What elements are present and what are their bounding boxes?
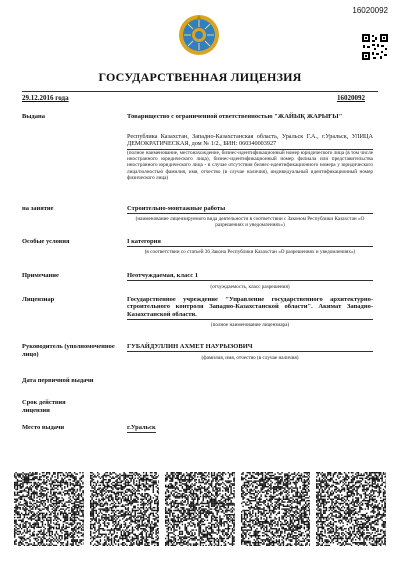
head-label: Руководитель (уполномоченное лицо) (22, 343, 115, 358)
barcode-icon (14, 472, 84, 546)
security-barcodes (14, 472, 386, 546)
issued-hint: (полное наименование, местонахождение, бизнес-идентификационный номер юридического лица (в том числе иностранного юридического лица), бизнес-идентификационный номер филиала или представительства иностранного юридического лица - в случае отсутствия бизнес-идентификационного номера у юридического лица/полностью фамилия, имя, отчество (в случае наличия), индивидуальный идентификационный номер физического лица) (127, 150, 373, 181)
validity-label: Срок действия лицензии (22, 399, 66, 414)
issued-label: Выдана (22, 113, 45, 120)
issued-company: Товарищество с ограниченной ответственностью "ЖАЙЫҚ ЖАРЫҒЫ" (127, 113, 343, 120)
head-value: ГУБАЙДУЛЛИН АХМЕТ НАУРЫЗОВИЧ (127, 343, 373, 352)
state-emblem-icon (178, 14, 220, 56)
barcode-icon (165, 472, 235, 546)
place-label: Место выдачи (22, 424, 65, 431)
divider (22, 91, 378, 92)
activity-hint: (наименование лицензируемого вида деятельности в соответствии с Законом Республики Казахстан «О разрешениях и уведомлениях») (135, 216, 365, 229)
issue-date: 29.12.2016 года (22, 94, 69, 102)
note-hint: (отчуждаемость, класс разрешения) (210, 284, 290, 290)
barcode-icon (90, 472, 160, 546)
activity-value: Строительно-монтажные работы (127, 205, 373, 214)
first-issue-label: Дата первичной выдачи (22, 377, 94, 384)
conditions-value: I категория (127, 238, 373, 247)
issued-address: Республика Казахстан, Западно-Казахстанская область, Уральск Г.А., г.Уральск, УЛИЦА ДЕМОКРАТИЧЕСКАЯ, дом № 1/2., БИН: 060340003927 (127, 133, 373, 150)
note-value: Неотчуждаемая, класс 1 (127, 272, 373, 281)
document-title: ГОСУДАРСТВЕННАЯ ЛИЦЕНЗИЯ (98, 70, 302, 84)
place-value: г.Уральск (127, 424, 156, 431)
note-label: Примечание (22, 272, 59, 279)
issued-value (127, 113, 373, 120)
head-hint: (фамилия, имя, отчество (в случае наличия) (201, 355, 299, 361)
qr-code-icon (362, 34, 388, 60)
conditions-label: Особые условия (22, 238, 70, 245)
conditions-hint: (в соответствии со статьей 36 Закона Республики Казахстан «О разрешениях и уведомлениях») (144, 249, 356, 255)
barcode-icon (316, 472, 386, 546)
activity-label: на занятие (22, 205, 54, 212)
license-number: 16020092 (337, 94, 365, 102)
barcode-icon (241, 472, 311, 546)
licensor-value: Государственное учреждение "Управление государственного архитектурно-строительного контроля Западно-Казахстанской области". Акимат Западно-Казахстанской области. (127, 296, 373, 320)
licensor-hint: (полное наименование лицензиара) (210, 322, 290, 328)
document-number-top: 16020092 (352, 6, 388, 15)
licensor-label: Лицензиар (22, 296, 55, 303)
